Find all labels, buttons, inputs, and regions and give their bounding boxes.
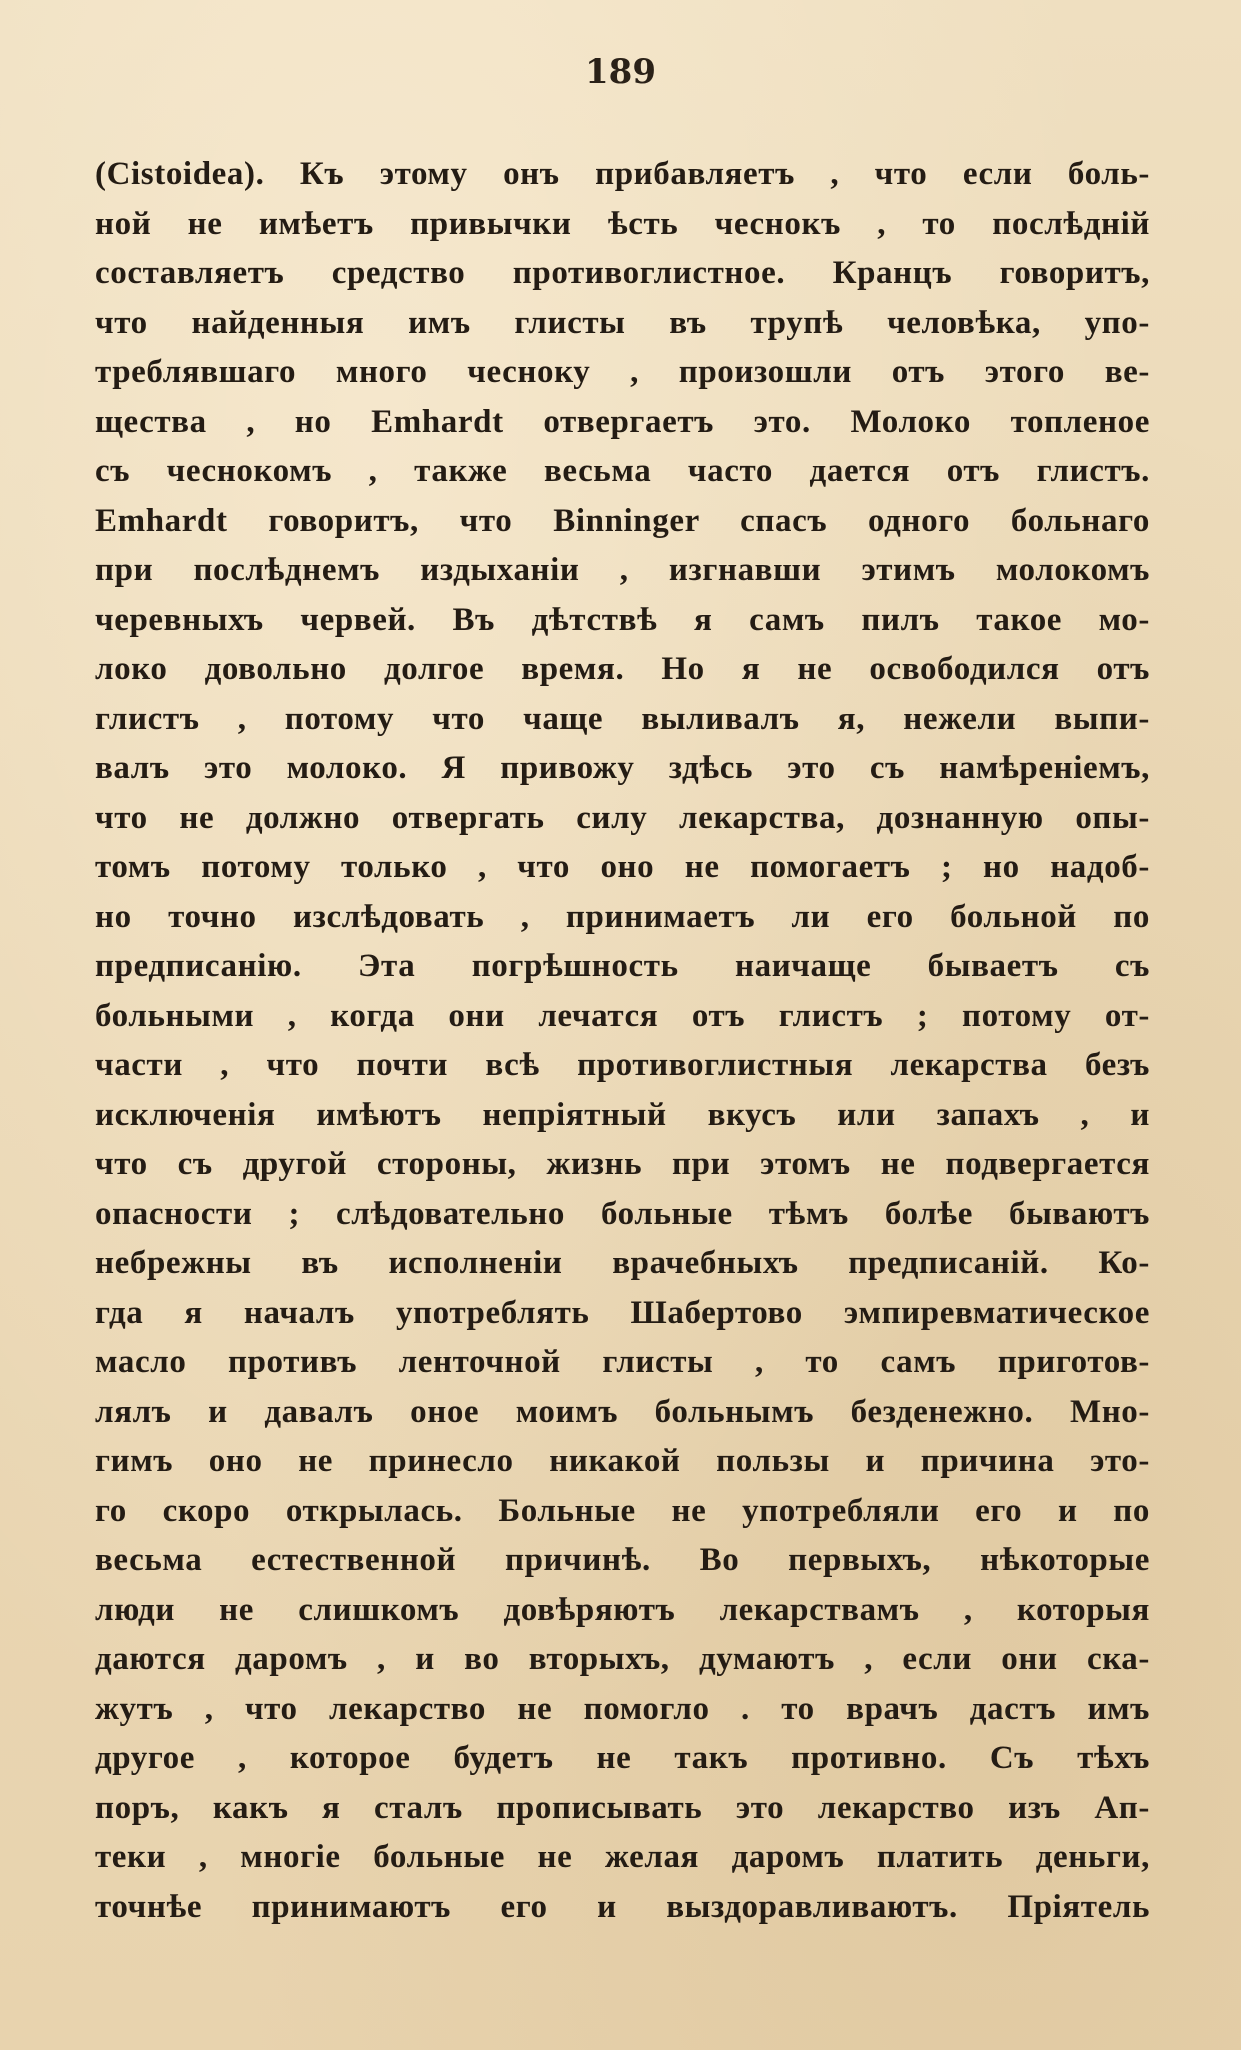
text-line: но точно изслѣдовать , принимаетъ ли его больной по: [95, 898, 1150, 935]
text-line: съ чеснокомъ , также весьма часто дается отъ глистъ.: [95, 453, 1150, 489]
text-line: небрежны въ исполненіи врачебныхъ предписаній. Ко-: [95, 1245, 1150, 1281]
text-line: (Cistoidea). Къ этому онъ прибавляетъ , что если боль-: [95, 156, 1150, 192]
page-number: 189: [585, 52, 656, 92]
text-line: другое , которое будетъ не такъ противно. Съ тѣхъ: [95, 1740, 1150, 1776]
body-text: [95, 150, 1150, 1932]
text-line: люди не слишкомъ довѣряютъ лекарствамъ , которыя: [95, 1591, 1150, 1628]
text-line: томъ потому только , что оно не помогаетъ ; но надоб-: [95, 849, 1150, 885]
text-line: части , что почти всѣ противоглистныя лекарства безъ: [95, 1047, 1150, 1083]
text-line: масло противъ ленточной глисты , то самъ приготов-: [95, 1344, 1150, 1380]
text-line: го скоро открылась. Больные не употребляли его и по: [95, 1492, 1150, 1529]
text-line: поръ, какъ я сталъ прописывать это лекарство изъ Ап-: [95, 1789, 1150, 1826]
text-line: опасности ; слѣдовательно больные тѣмъ болѣе бываютъ: [95, 1195, 1150, 1232]
text-line: жутъ , что лекарство не помогло . то врачъ дастъ имъ: [95, 1690, 1150, 1727]
text-line: ной не имѣетъ привычки ѣсть чеснокъ , то послѣдній: [95, 205, 1150, 242]
text-line: треблявшаго много чесноку , произошли отъ этого ве-: [95, 354, 1150, 390]
text-line: предписанію. Эта погрѣшность наичаще бываетъ съ: [95, 948, 1150, 984]
text-line: даются даромъ , и во вторыхъ, думаютъ , если они ска-: [95, 1641, 1150, 1677]
text-line: валъ это молоко. Я привожу здѣсь это съ намѣреніемъ,: [95, 750, 1150, 786]
text-line: Emhardt говоритъ, что Binninger спасъ одного больнаго: [95, 502, 1150, 539]
text-line: глистъ , потому что чаще выливалъ я, нежели выпи-: [95, 700, 1150, 737]
text-line: составляетъ средство противоглистное. Кранцъ говоритъ,: [95, 255, 1150, 291]
text-line: черевныхъ червей. Въ дѣтствѣ я самъ пилъ такое мо-: [95, 601, 1150, 638]
text-line: что не должно отвергать силу лекарства, дознанную опы-: [95, 799, 1150, 836]
text-line: что найденныя имъ глисты въ трупѣ человѣка, упо-: [95, 304, 1150, 341]
text-line: гимъ оно не принесло никакой пользы и причина это-: [95, 1443, 1150, 1479]
text-line: исключенія имѣютъ непріятный вкусъ или запахъ , и: [95, 1096, 1150, 1133]
text-line: локо довольно долгое время. Но я не освободился отъ: [95, 651, 1150, 687]
text-line: при послѣднемъ издыханіи , изгнавши этимъ молокомъ: [95, 552, 1150, 588]
text-line: что съ другой стороны, жизнь при этомъ не подвергается: [95, 1146, 1150, 1182]
text-line: гда я началъ употреблять Шабертово эмпиревматическое: [95, 1294, 1150, 1331]
text-line: лялъ и давалъ оное моимъ больнымъ безденежно. Мно-: [95, 1393, 1150, 1430]
text-line: больными , когда они лечатся отъ глистъ ; потому от-: [95, 997, 1150, 1034]
text-line: щества , но Emhardt отвергаетъ это. Молоко топленое: [95, 403, 1150, 440]
text-line: весьма естественной причинѣ. Во первыхъ, нѣкоторые: [95, 1542, 1150, 1578]
text-line: точнѣе принимаютъ его и выздоравливаютъ. Пріятель: [95, 1888, 1150, 1925]
text-line: теки , многіе больные не желая даромъ платить деньги,: [95, 1839, 1150, 1875]
